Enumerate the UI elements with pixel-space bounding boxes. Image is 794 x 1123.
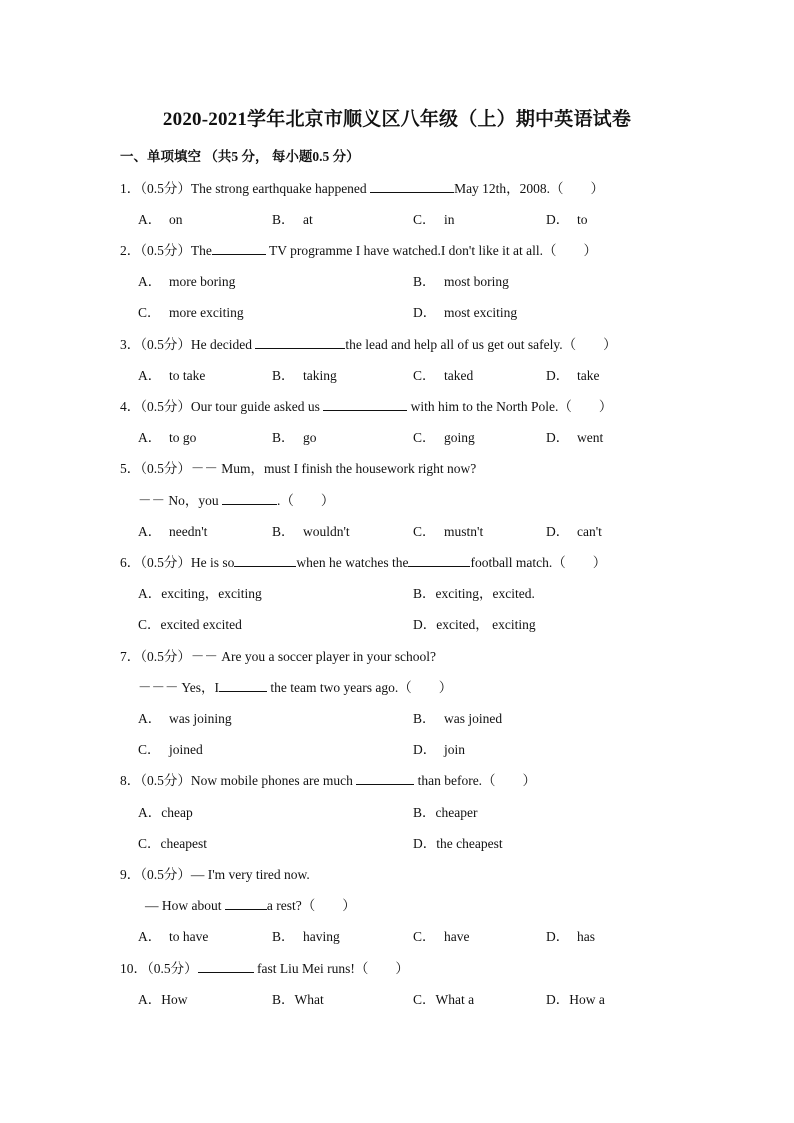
question-3 — [120, 333, 617, 353]
question-text: 8．（0.5分）Now mobile phones are much — [120, 773, 357, 788]
question-text: football match.（ ） — [470, 555, 607, 570]
option-a: A． needn't — [138, 524, 208, 539]
option-c: C． mustn't — [413, 524, 484, 539]
option-c: C．What a — [413, 992, 475, 1007]
question-text: when he watches the — [296, 555, 409, 570]
option-d: D．the cheapest — [413, 836, 503, 851]
question-text: 9．（0.5分）— I'm very tired now. — [120, 867, 310, 882]
question-text: 7．（0.5分）－－ Are you a soccer player in your school? — [120, 649, 437, 664]
option-d: D．excited， exciting — [413, 617, 536, 632]
option-a: A． on — [138, 212, 183, 227]
answer-blank — [234, 554, 296, 567]
option-d: D． take — [546, 368, 600, 383]
question-text: 10．（0.5分） — [120, 961, 198, 976]
question-text: 5．（0.5分）－－ Mum，must I finish the housework right now? — [120, 461, 477, 476]
answer-blank — [212, 242, 266, 255]
question-text: fast Liu Mei runs!（ ） — [253, 961, 409, 976]
question-text: 4．（0.5分）Our tour guide asked us — [120, 399, 324, 414]
question-7-reply: －－－ Yes，I the team two years ago.（ ） — [138, 680, 453, 695]
question-9-reply: — How about a rest?（ ） — [145, 898, 356, 913]
question-5 — [120, 457, 476, 477]
question-text: 6．（0.5分）He is so — [120, 555, 235, 570]
question-text: May 12th，2008.（ ） — [454, 181, 605, 196]
section-heading: 一、单项填空 （共5 分， 每小题0.5 分） — [120, 149, 360, 164]
option-a: A． to go — [138, 430, 197, 445]
question-text: 1．（0.5分）The strong earthquake happened — [120, 181, 371, 196]
answer-blank — [323, 398, 407, 411]
option-d: D． most exciting — [413, 305, 518, 320]
option-c: C． have — [413, 929, 470, 944]
option-c: C． taked — [413, 368, 474, 383]
option-b: B． wouldn't — [272, 524, 350, 539]
option-b: B．cheaper — [413, 805, 478, 820]
option-a: A． to have — [138, 929, 209, 944]
option-a: A．How — [138, 992, 188, 1007]
answer-blank — [356, 772, 414, 785]
option-b: B． go — [272, 430, 317, 445]
option-c: C． in — [413, 212, 455, 227]
option-a: A．exciting，exciting — [138, 586, 262, 601]
option-a: A． to take — [138, 368, 206, 383]
question-9 — [120, 863, 310, 883]
answer-blank — [255, 336, 345, 349]
option-a: A． was joining — [138, 711, 232, 726]
option-b: B．exciting，excited. — [413, 586, 535, 601]
option-a: A．cheap — [138, 805, 193, 820]
answer-blank — [408, 554, 470, 567]
exam-title: 2020-2021学年北京市顺义区八年级（上）期中英语试卷 — [162, 109, 632, 130]
question-10 — [120, 957, 409, 977]
option-b: B． at — [272, 212, 313, 227]
answer-blank — [370, 180, 454, 193]
option-d: D． went — [546, 430, 604, 445]
question-6 — [120, 551, 606, 571]
option-c: C． going — [413, 430, 475, 445]
option-b: B． most boring — [413, 274, 509, 289]
option-b: B． was joined — [413, 711, 503, 726]
question-4 — [120, 395, 612, 415]
option-d: D． has — [546, 929, 595, 944]
option-d: D． can't — [546, 524, 602, 539]
option-b: B．What — [272, 992, 324, 1007]
question-text: TV programme I have watched.I don't like it at all.（ ） — [265, 243, 597, 258]
question-7 — [120, 645, 436, 665]
option-d: D． to — [546, 212, 588, 227]
option-c: C．excited excited — [138, 617, 242, 632]
question-1 — [120, 177, 604, 197]
question-text: the lead and help all of us get out safely.（ ） — [345, 337, 617, 352]
question-text: than before.（ ） — [414, 773, 537, 788]
option-c: C． more exciting — [138, 305, 244, 320]
option-a: A． more boring — [138, 274, 236, 289]
question-text: 3．（0.5分）He decided — [120, 337, 256, 352]
answer-blank — [198, 960, 254, 973]
option-d: D．How a — [546, 992, 605, 1007]
answer-blank — [225, 897, 267, 910]
question-text: with him to the North Pole.（ ） — [407, 399, 613, 414]
question-text: 2．（0.5分）The — [120, 243, 212, 258]
option-c: C． joined — [138, 742, 203, 757]
question-8 — [120, 769, 536, 789]
answer-blank — [219, 679, 267, 692]
option-c: C．cheapest — [138, 836, 207, 851]
option-d: D． join — [413, 742, 466, 757]
option-b: B． having — [272, 929, 340, 944]
question-5-reply: －－ No，you .（ ） — [138, 493, 335, 508]
question-2 — [120, 239, 597, 259]
answer-blank — [222, 492, 277, 505]
option-b: B． taking — [272, 368, 337, 383]
